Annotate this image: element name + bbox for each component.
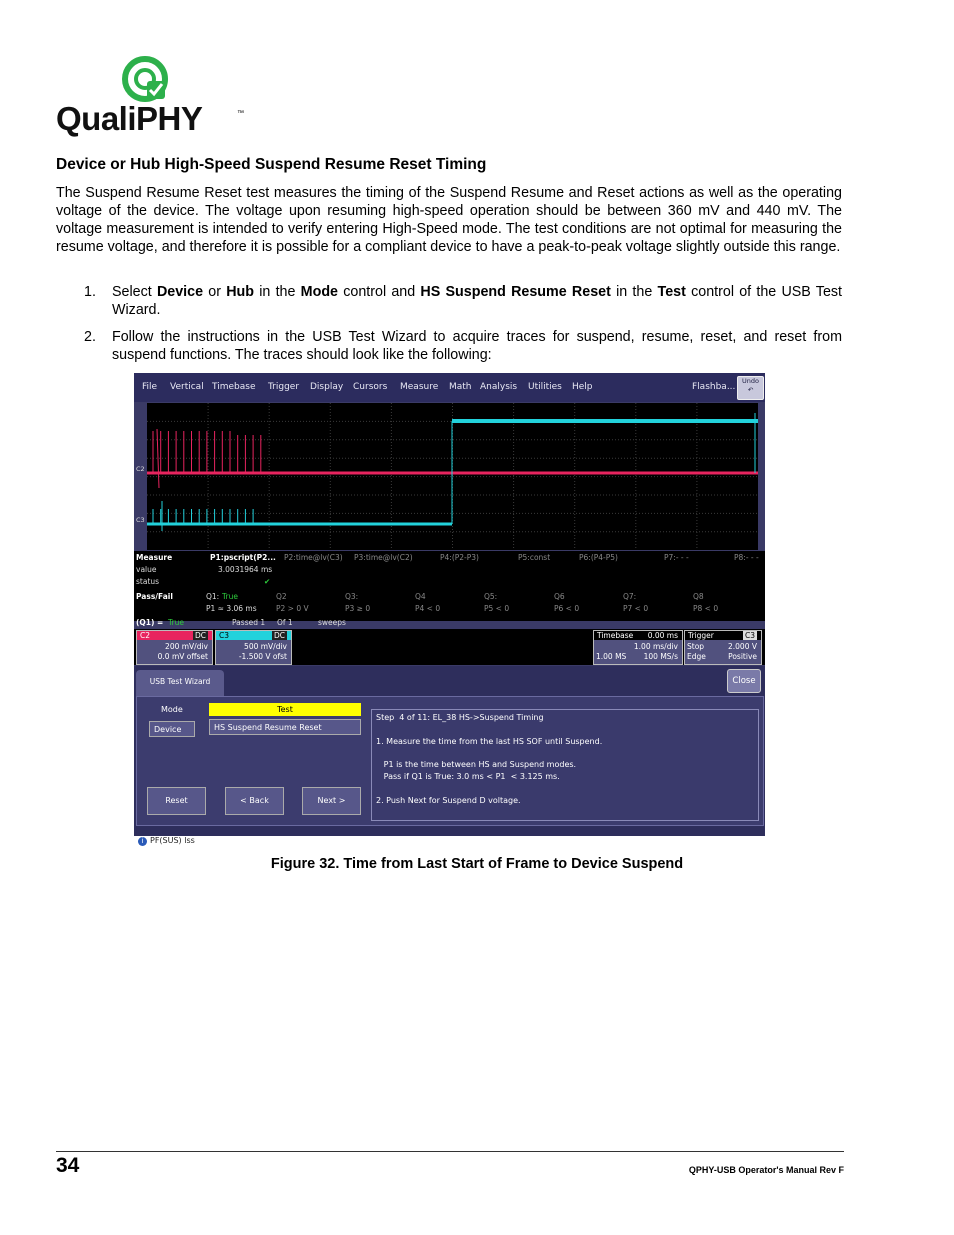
c3-tag: C3 (219, 631, 230, 640)
status-bar (134, 836, 765, 848)
step-run: Hub (226, 284, 255, 300)
c2-header (137, 631, 212, 640)
menu-utilities[interactable]: Utilities (528, 382, 562, 392)
step-run: in the (610, 284, 658, 300)
measure-param: P8:- - - (734, 553, 759, 562)
step-number: 1. (84, 284, 96, 300)
passfail-label: Pass/Fail (136, 592, 173, 601)
measure-value: 3.0031964 ms (218, 565, 273, 574)
wizard-instructions: Step 4 of 11: EL_38 HS->Suspend Timing 1. Measure the time from the last HS SOF until Suspend. P1 is the time between HS and Suspend modes. Pass if Q1 is True: 3.0 ms < P1 < 3.125 ms. 2. Push Next for Suspend D voltage. (371, 709, 759, 821)
q-condition: P2 > 0 V (276, 604, 309, 613)
back-button[interactable]: < Back (225, 787, 284, 815)
menu-math[interactable]: Math (449, 382, 472, 392)
step-run: Test (657, 284, 686, 300)
mode-select[interactable]: Device (149, 721, 195, 737)
c3-vdiv: 500 mV/div (244, 642, 287, 651)
q-condition: P4 < 0 (415, 604, 441, 613)
status-check-icon: ✔ (264, 577, 271, 586)
tab-usb-test-wizard[interactable]: USB Test Wizard (136, 670, 224, 696)
c2-tag: C2 (140, 631, 151, 640)
footer-rule (56, 1151, 844, 1152)
test-label: Test (209, 703, 361, 716)
q-condition: P8 < 0 (693, 604, 719, 613)
usb-test-wizard (134, 666, 765, 836)
channel-descriptors (134, 629, 765, 665)
measure-table (134, 551, 765, 627)
measure-param: P4:(P2-P3) (440, 553, 479, 562)
logo-trademark: ™ (237, 110, 244, 117)
step-text (112, 283, 842, 319)
menu-trigger[interactable]: Trigger (268, 382, 300, 392)
status-label: status (136, 577, 160, 586)
of-count: Of 1 (277, 618, 293, 627)
q-label: Q2 (276, 592, 287, 601)
c2-vdiv: 200 mV/div (165, 642, 208, 651)
trigger-source: C3 (744, 631, 755, 640)
summary-label: (Q1) = (136, 618, 164, 627)
c3-trace-tag: C3 (136, 516, 145, 524)
undo-icon: ↶ (747, 386, 754, 394)
figure-caption: Figure 32. Time from Last Start of Frame to Device Suspend (270, 856, 684, 872)
timebase-delay: 0.00 ms (647, 631, 678, 640)
section-heading: Device or Hub High-Speed Suspend Resume Reset Timing (56, 156, 487, 173)
measure-param: P3:time@lv(C2) (354, 553, 413, 562)
step-text (112, 328, 842, 364)
close-button[interactable]: Close (727, 669, 761, 693)
q-label: Q3: (345, 592, 359, 601)
q-condition: P7 < 0 (623, 604, 649, 613)
page-number: 34 (56, 1154, 80, 1177)
trigger-header (685, 631, 761, 640)
measure-param: P1:pscript(P2... (210, 553, 276, 562)
q-label: Q5: (484, 592, 498, 601)
measure-label: Measure (136, 553, 173, 562)
c2-offset: 0.0 mV offset (157, 652, 208, 661)
q-label: Q6 (554, 592, 565, 601)
timebase-tdiv: 1.00 ms/div (633, 642, 678, 651)
waveform-traces (147, 403, 758, 550)
q-condition: P5 < 0 (484, 604, 510, 613)
trigger-level: 2.000 V (728, 642, 757, 651)
wizard-panel (136, 696, 764, 826)
q1-label: Q1: (206, 592, 220, 601)
intro-paragraph: The Suspend Resume Reset test measures the timing of the Suspend Resume and Reset actions as well as the operating voltage of the device. The voltage upon resuming high-speed operation should be between 360 mV and 440 mV. The voltage measurement is intended to verify entering High-Speed mode. The test conditions are not optimal for measuring the resume voltage, and therefore it is possible for a compliant device to have a peak-to-peak voltage slightly outside this range. (56, 185, 842, 255)
value-label: value (136, 565, 157, 574)
step-run: Device (156, 284, 204, 300)
c2-descriptor[interactable] (136, 630, 213, 665)
timebase-descriptor[interactable] (593, 630, 683, 665)
menu-file[interactable]: File (142, 382, 158, 392)
trigger-type: Edge (687, 652, 706, 661)
step-run: in the (254, 284, 301, 300)
q1-condition: P1 ≈ 3.06 ms (206, 604, 257, 613)
trigger-slope: Positive (728, 652, 757, 661)
step-run: Follow the instructions in the USB Test Wizard to acquire traces for suspend, resume, reset, and reset from suspend functions. The traces should look like the following: (112, 329, 842, 363)
step-run: Select (112, 284, 157, 300)
c3-coupling: DC (273, 631, 285, 640)
step-run: control of the USB Test Wizard. (112, 284, 843, 318)
c2-coupling: DC (194, 631, 206, 640)
logo-wordmark: QualiPHY (56, 100, 203, 137)
timebase-header (594, 631, 682, 640)
summary-value: True (168, 618, 184, 627)
q-condition: P6 < 0 (554, 604, 580, 613)
q-label: Q7: (623, 592, 637, 601)
trigger-descriptor[interactable] (684, 630, 762, 665)
step-number: 2. (84, 329, 96, 345)
reset-button[interactable]: Reset (147, 787, 206, 815)
menu-timebase[interactable]: Timebase (212, 382, 256, 392)
q1-value: True (222, 592, 238, 601)
undo-button[interactable] (737, 376, 764, 400)
menu-help[interactable]: Help (572, 382, 593, 392)
test-select[interactable]: HS Suspend Resume Reset (209, 719, 361, 735)
menu-measure[interactable]: Measure (400, 382, 439, 392)
timebase-label: Timebase (597, 631, 634, 640)
status-text: PF(SUS) lss (150, 836, 195, 845)
menu-bar (134, 373, 765, 402)
trigger-mode: Stop (687, 642, 705, 651)
menu-vertical[interactable]: Vertical (170, 382, 204, 392)
measure-param: P5:const (518, 553, 551, 562)
footer-title: QPHY-USB Operator's Manual Rev F (688, 1165, 844, 1175)
c2-burst (157, 429, 159, 488)
q-label: Q4 (415, 592, 426, 601)
waveform-grid (147, 403, 758, 550)
passed-count: Passed 1 (232, 618, 266, 627)
undo-label: Undo (742, 377, 759, 385)
c2-trace-tag: C2 (136, 465, 145, 473)
c3-header (216, 631, 291, 640)
timebase-rate: 100 MS/s (643, 652, 678, 661)
scope-screenshot (134, 373, 765, 848)
menu-flashback[interactable]: Flashba... (692, 382, 736, 392)
c3-offset: -1.500 V ofst (238, 652, 287, 661)
timebase-samples: 1.00 MS (596, 652, 627, 661)
sweeps-label: sweeps (318, 618, 346, 627)
q-condition: P3 ≥ 0 (345, 604, 371, 613)
q-label: Q8 (693, 592, 704, 601)
step-run: control and (338, 284, 421, 300)
step-run: HS Suspend Resume Reset (420, 284, 611, 300)
next-button[interactable]: Next > (302, 787, 361, 815)
menu-analysis[interactable]: Analysis (480, 382, 518, 392)
measure-param: P7:- - - (664, 553, 689, 562)
step-run: Mode (300, 284, 338, 300)
measure-param: P2:time@lv(C3) (284, 553, 343, 562)
measure-param: P6:(P4-P5) (579, 553, 618, 562)
mode-label: Mode (161, 705, 183, 714)
c3-descriptor[interactable] (215, 630, 292, 665)
menu-display[interactable]: Display (310, 382, 344, 392)
menu-cursors[interactable]: Cursors (353, 382, 388, 392)
step-run: or (203, 284, 227, 300)
info-icon: i (138, 837, 147, 846)
trigger-label: Trigger (688, 631, 714, 640)
